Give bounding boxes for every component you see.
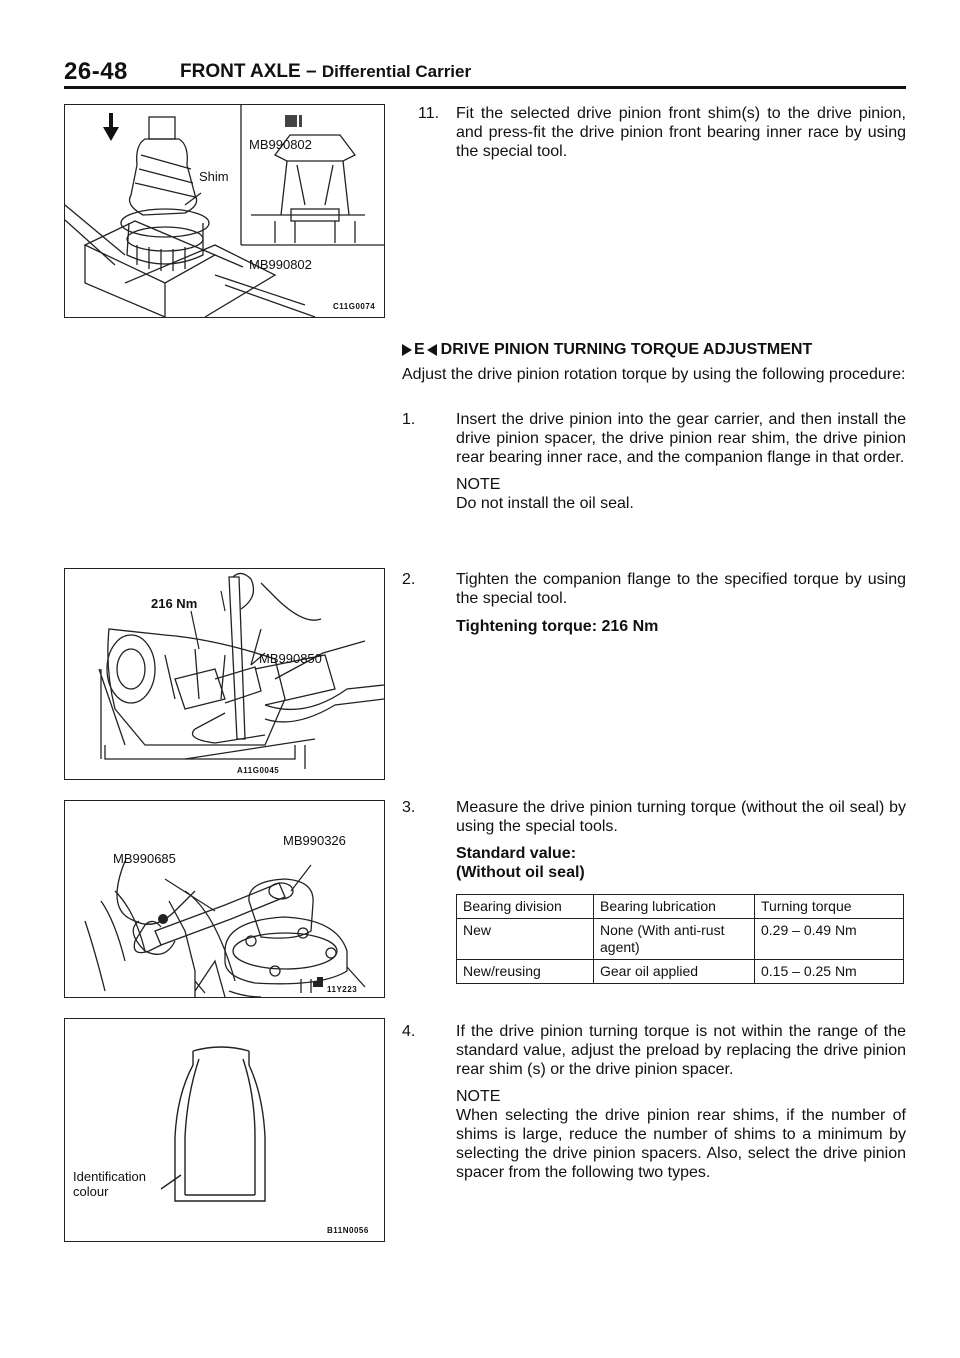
table-header-cell: Turning torque	[755, 895, 904, 919]
label-identification: Identification	[73, 1169, 146, 1184]
table-cell: New	[457, 919, 594, 960]
step-text: Tighten the companion flange to the specified torque by using the special tool.	[456, 571, 906, 607]
subsection-title: Differential Carrier	[321, 62, 472, 81]
figure-code: 11Y223	[327, 985, 358, 994]
torque-measure-illustration	[65, 801, 384, 997]
label-shim: Shim	[199, 169, 229, 184]
label-tool-bottom: MB990802	[249, 257, 312, 272]
table-cell: New/reusing	[457, 960, 594, 984]
table-row	[457, 919, 904, 960]
step-text: If the drive pinion turning torque is not within the range of the standard value, adjust the preload by replacing the drive pinion rear shim (s) or the drive pinion spacer.	[456, 1023, 906, 1078]
step-2	[402, 570, 906, 636]
table-cell: 0.15 – 0.25 Nm	[755, 960, 904, 984]
label-torque: 216 Nm	[151, 596, 198, 611]
note-label: NOTE	[456, 1088, 501, 1105]
figure-turning-torque-measure	[64, 800, 385, 998]
spec-standard-value: Standard value:	[456, 845, 577, 862]
turning-torque-table	[456, 894, 904, 984]
figure-pinion-press	[64, 104, 385, 318]
tool-mark-icon	[313, 977, 323, 987]
section-letter: E	[414, 341, 425, 358]
label-tool-right: MB990326	[283, 833, 346, 848]
step-11	[418, 104, 906, 161]
figure-code: B11N0056	[327, 1226, 369, 1235]
step-text: Insert the drive pinion into the gear carrier, and then install the drive pinion spacer, the drive pinion rear shim, the drive pinion rear bearing inner race, and the companion flange in that order.	[456, 411, 906, 466]
step-4	[402, 1022, 906, 1182]
header-rule	[64, 86, 906, 89]
page-number: 26-48	[64, 58, 128, 85]
step-number: 2.	[402, 571, 416, 588]
figure-code: A11G0045	[237, 766, 280, 775]
section-title: FRONT AXLE	[180, 61, 301, 82]
label-tool: MB990850	[259, 651, 322, 666]
table-row	[457, 960, 904, 984]
play-right-icon	[402, 344, 412, 356]
step-1	[402, 410, 906, 513]
table-cell: None (With anti-rust agent)	[594, 919, 755, 960]
note-text: Do not install the oil seal.	[456, 495, 634, 512]
figure-companion-flange-torque	[64, 568, 385, 780]
label-tool-left: MB990685	[113, 851, 176, 866]
page-header	[64, 58, 904, 88]
step-number: 3.	[402, 799, 416, 816]
step-number: 4.	[402, 1023, 416, 1040]
table-header-cell: Bearing lubrication	[594, 895, 755, 919]
step-text: Fit the selected drive pinion front shim(s) to the drive pinion, and press-fit the drive pinion front bearing inner race by using the special tool.	[456, 105, 906, 160]
figure-spacer-identification	[64, 1018, 385, 1242]
note-text: When selecting the drive pinion rear shims, if the number of shims is large, reduce the number of shims to a minimum by selecting the drive pinion spacers. Also, select the drive pinion spacer from the following two types.	[456, 1107, 906, 1181]
label-tool-top: MB990802	[249, 137, 312, 152]
table-header-row	[457, 895, 904, 919]
step-number: 1.	[402, 411, 416, 428]
step-number: 11.	[418, 105, 440, 122]
spacer-illustration	[65, 1019, 384, 1241]
down-arrow-icon	[103, 113, 119, 141]
step-text: Measure the drive pinion turning torque (without the oil seal) by using the special tools.	[456, 799, 906, 835]
play-left-icon	[427, 344, 437, 356]
title-separator: –	[305, 61, 317, 82]
section-e-heading	[402, 341, 812, 359]
table-cell: Gear oil applied	[594, 960, 755, 984]
spec-tightening-torque: Tightening torque: 216 Nm	[456, 618, 659, 635]
pinion-press-illustration	[65, 105, 384, 317]
spec-condition: (Without oil seal)	[456, 864, 585, 881]
section-intro: Adjust the drive pinion rotation torque by using the following procedure:	[402, 366, 906, 383]
note-label: NOTE	[456, 476, 501, 493]
figure-code: C11G0074	[333, 302, 376, 311]
step-3	[402, 798, 906, 882]
table-cell: 0.29 – 0.49 Nm	[755, 919, 904, 960]
label-colour: colour	[73, 1184, 109, 1199]
section-title: DRIVE PINION TURNING TORQUE ADJUSTMENT	[440, 341, 813, 358]
torque-wrench-illustration	[65, 569, 384, 779]
table-header-cell: Bearing division	[457, 895, 594, 919]
page-title	[180, 61, 471, 83]
